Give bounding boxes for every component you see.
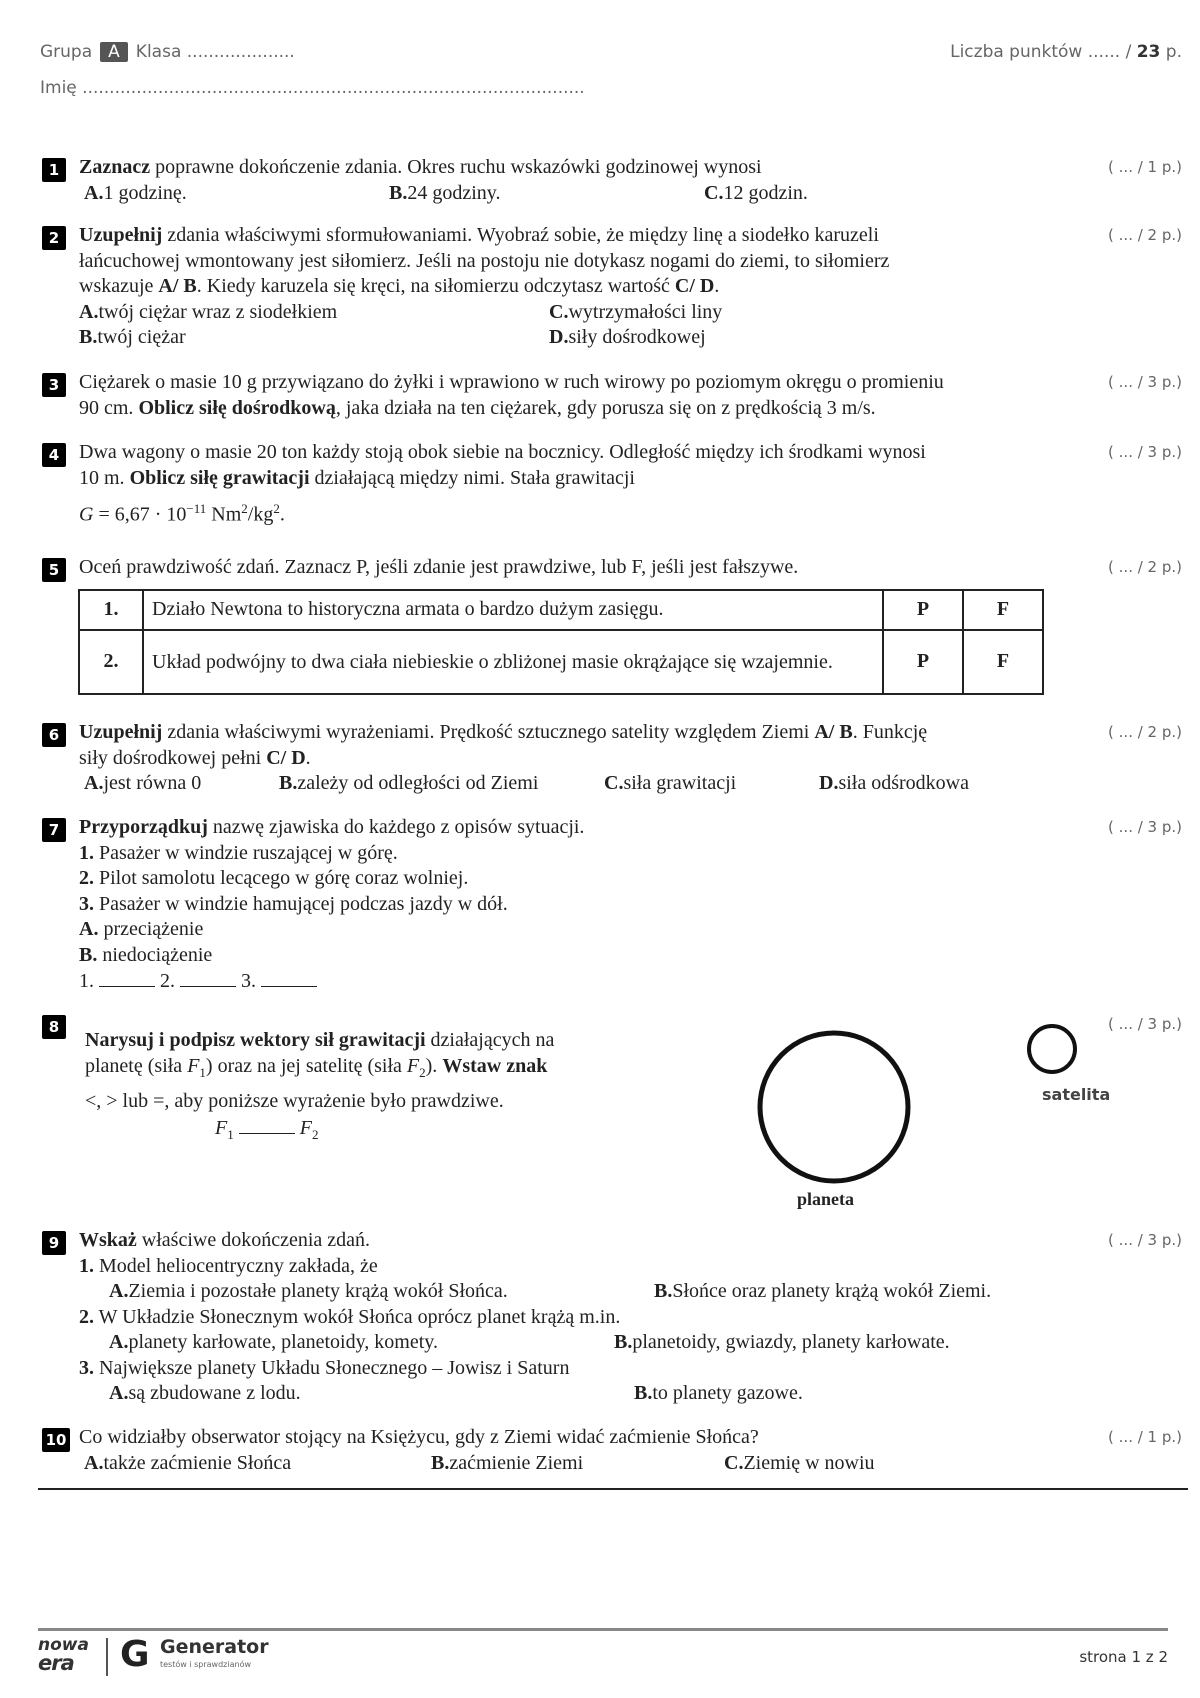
option-a[interactable]: A. także zaćmienie Słońca: [84, 1451, 292, 1474]
command-word: Oblicz siłę dośrodkową: [138, 396, 336, 419]
row-number: 1.: [79, 590, 143, 630]
question-text: .: [714, 275, 720, 297]
question-text: wskazuje: [79, 275, 159, 297]
formula: $G = 6,67 \cdot 10^{-11}$ $Nm^2/kg^2$.: [79, 501, 285, 526]
question-body: [79, 555, 1079, 581]
option-a[interactable]: A. Ziemia i pozostałe planety krążą wokół Słońca.: [109, 1280, 508, 1302]
question-body: [79, 815, 1079, 995]
question-text: Co widziałby obserwator stojący na Księżycu, gdy z Ziemi widać zaćmienie Słońca?: [79, 1426, 759, 1448]
comparison-expression: $F_1$ $F_2$: [215, 1116, 319, 1142]
footer: [38, 1636, 1168, 1686]
option-d[interactable]: D. siły dośrodkowej: [549, 326, 706, 348]
question-3: [42, 370, 1182, 422]
points-total: 23: [1136, 42, 1161, 62]
true-false-table: [78, 589, 1044, 695]
option-d[interactable]: D. siła odśrodkowa: [819, 772, 969, 794]
answer-blank-3[interactable]: [261, 968, 317, 987]
section-divider: [38, 1488, 1188, 1490]
question-number: 8: [42, 1015, 66, 1039]
question-2: [42, 223, 1182, 353]
question-text: zdania właściwymi sformułowaniami. Wyobraź sobie, że między linę a siodełko karuzeli: [162, 224, 879, 246]
option-c[interactable]: C. siła grawitacji: [604, 772, 737, 794]
question-number: 7: [42, 818, 66, 842]
question-1: [42, 155, 1182, 207]
statement: Działo Newtona to historyczna armata o bardzo dużym zasięgu.: [143, 590, 883, 630]
question-body: [79, 440, 1079, 528]
points-unit: p.: [1165, 42, 1182, 62]
option-a[interactable]: A. 1 godzinę.: [84, 181, 187, 204]
sentence-item: 1. Model heliocentryczny zakłada, że: [79, 1254, 378, 1277]
table-row: [79, 630, 1043, 694]
generator-subtitle: testów i sprawdzianów: [160, 1660, 251, 1669]
points-label: Liczba punktów ...... /: [950, 42, 1132, 62]
question-number: 6: [42, 723, 66, 747]
sentence-item: 2. W Układzie Słonecznym wokół Słońca oprócz planet krążą m.in.: [79, 1305, 621, 1328]
choice-cd: C/ D: [266, 746, 306, 769]
situation-item: 1. Pasażer w windzie ruszającej w górę.: [79, 841, 398, 864]
answer-blanks: 1. 2. 3.: [79, 968, 1079, 995]
question-text: 90 cm.: [79, 396, 139, 419]
answer-f[interactable]: F: [963, 590, 1043, 630]
question-text: siły dośrodkowej pełni: [79, 746, 267, 769]
option-a: A. przeciążenie: [79, 918, 204, 940]
option-b: B. niedociążenie: [79, 943, 213, 966]
planet-circle: [760, 1033, 908, 1181]
question-number: 10: [42, 1428, 70, 1452]
group-label: Grupa: [40, 42, 93, 62]
question-text: zdania właściwymi wyrażeniami. Prędkość sztucznego satelity względem Ziemi: [162, 721, 815, 743]
question-number: 9: [42, 1231, 66, 1255]
option-b[interactable]: B. zaćmienie Ziemi: [431, 1451, 584, 1474]
command-word: Oblicz siłę grawitacji: [129, 466, 310, 489]
question-text: Oceń prawdziwość zdań. Zaznacz P, jeśli zdanie jest prawdziwe, lub F, jeśli jest fałszywe.: [79, 556, 799, 578]
question-body: Narysuj i podpisz wektory sił grawitacji działających na planetę (siła $F_1$) oraz na jej satelitę (siła $F_2$). Wstaw znak <, > lub =, aby poniższe wyrażenie było prawdziwe. $F_1$ $F_2$: [85, 1028, 645, 1147]
question-text: . Funkcję: [852, 721, 928, 743]
answer-f[interactable]: F: [963, 630, 1043, 694]
question-points: ( ... / 1 p.): [1108, 158, 1182, 176]
name-field: Imię .............................................................................................: [40, 78, 585, 98]
option-a[interactable]: A. twój ciężar wraz z siodełkiem: [79, 300, 338, 323]
question-text: <, > lub =, aby poniższe wyrażenie było prawdziwe.: [85, 1090, 504, 1112]
class-label: Klasa ....................: [135, 42, 295, 62]
group-badge: A: [100, 42, 128, 62]
question-points: ( ... / 3 p.): [1108, 373, 1182, 391]
question-text: Dwa wagony o masie 20 ton każdy stoją obok siebie na bocznicy. Odległość między ich środkami wynosi: [79, 441, 926, 463]
question-points: ( ... / 1 p.): [1108, 1428, 1182, 1446]
planet-satellite-diagram[interactable]: [692, 1017, 1112, 1212]
question-text: .: [305, 746, 311, 769]
question-text: łańcuchowej wmontowany jest siłomierz. Jeśli na postoju nie dotykasz nogami do ziemi, to siłomierz: [79, 249, 890, 272]
option-b[interactable]: B. planetoidy, gwiazdy, planety karłowate.: [614, 1331, 950, 1353]
generator-title: Generator: [160, 1636, 269, 1658]
answer-p[interactable]: P: [883, 590, 963, 630]
answer-blank-1[interactable]: [99, 968, 155, 987]
question-body: [79, 223, 1079, 351]
question-text: . Kiedy karuzela się kręci, na siłomierzu odczytasz wartość: [196, 275, 675, 297]
command-word: Przyporządkuj: [79, 816, 208, 838]
question-text: poprawne dokończenie zdania. Okres ruchu wskazówki godzinowej wynosi: [150, 156, 762, 178]
question-text: właściwe dokończenia zdań.: [136, 1229, 371, 1251]
question-10: [42, 1425, 1182, 1477]
question-body: [79, 370, 1099, 421]
command-word: Uzupełnij: [79, 721, 163, 743]
option-c[interactable]: C. Ziemię w nowiu: [724, 1451, 875, 1474]
question-points: ( ... / 2 p.): [1108, 226, 1182, 244]
question-number: 2: [42, 226, 66, 250]
question-number: 1: [42, 158, 66, 182]
question-4: [42, 440, 1182, 530]
satellite-circle: [1029, 1026, 1075, 1072]
option-a[interactable]: A. planety karłowate, planetoidy, komety.: [109, 1331, 438, 1353]
satellite-label: satelita: [1042, 1085, 1111, 1104]
question-points: ( ... / 3 p.): [1108, 1231, 1182, 1249]
option-c[interactable]: C. 12 godzin.: [704, 181, 808, 204]
group-field: [40, 42, 295, 62]
question-8: [42, 1012, 1182, 1207]
option-b[interactable]: B. to planety gazowe.: [634, 1382, 803, 1404]
question-body: [79, 1425, 1079, 1476]
question-9: [42, 1228, 1182, 1408]
sentence-item: 3. Największe planety Układu Słonecznego – Jowisz i Saturn: [79, 1356, 570, 1379]
choice-ab: A/ B: [158, 275, 197, 297]
planet-label: planeta: [797, 1189, 855, 1209]
answer-p[interactable]: P: [883, 630, 963, 694]
question-points: ( ... / 3 p.): [1108, 1015, 1182, 1033]
question-text: nazwę zjawiska do każdego z opisów sytuacji.: [207, 816, 585, 838]
question-number: 3: [42, 373, 66, 397]
answer-blank-2[interactable]: [180, 968, 236, 987]
question-text: działających na: [425, 1029, 555, 1051]
question-text: 10 m.: [79, 466, 130, 489]
question-number: 4: [42, 443, 66, 467]
question-5: [42, 555, 1182, 705]
generator-g-logo: G: [120, 1634, 150, 1675]
option-b[interactable]: B. Słońce oraz planety krążą wokół Ziemi.: [654, 1280, 992, 1302]
situation-item: 2. Pilot samolotu lecącego w górę coraz wolniej.: [79, 867, 469, 889]
question-points: ( ... / 2 p.): [1108, 723, 1182, 741]
page-number: strona 1 z 2: [1079, 1648, 1168, 1666]
option-b[interactable]: B. 24 godziny.: [389, 181, 501, 204]
comparison-blank[interactable]: [239, 1115, 295, 1134]
command-word: Wstaw znak: [442, 1054, 548, 1077]
question-body: [79, 720, 1079, 797]
situation-item: 3. Pasażer w windzie hamującej podczas jazdy w dół.: [79, 892, 508, 915]
option-b[interactable]: B. zależy od odległości od Ziemi: [279, 772, 539, 794]
option-b[interactable]: B. twój ciężar: [79, 326, 186, 348]
command-word: Wskaż: [79, 1229, 137, 1251]
question-7: [42, 815, 1182, 1000]
command-word: Narysuj i podpisz wektory sił grawitacji: [85, 1029, 426, 1051]
option-a[interactable]: A. są zbudowane z lodu.: [109, 1382, 301, 1404]
logo-separator: [106, 1638, 108, 1676]
nowa-era-logo: nowa era: [38, 1635, 89, 1675]
question-text: , jaka działa na ten ciężarek, gdy porusza się on z prędkością 3 m/s.: [335, 396, 876, 419]
question-text: Ciężarek o masie 10 g przywiązano do żyłki i wprawiono w ruch wirowy po poziomym okręgu o promieniu: [79, 371, 944, 393]
question-body: [79, 1228, 1079, 1407]
statement: Układ podwójny to dwa ciała niebieskie o zbliżonej masie okrążające się wzajemnie.: [143, 630, 883, 694]
question-points: ( ... / 3 p.): [1108, 818, 1182, 836]
choice-ab: A/ B: [814, 721, 853, 743]
table-row: [79, 590, 1043, 630]
choice-cd: C/ D: [674, 275, 715, 297]
option-c[interactable]: C. wytrzymałości liny: [549, 300, 723, 323]
question-points: ( ... / 3 p.): [1108, 443, 1182, 461]
command-word: Zaznacz: [79, 156, 151, 178]
option-a[interactable]: A. jest równa 0: [84, 772, 202, 794]
row-number: 2.: [79, 630, 143, 694]
question-points: ( ... / 2 p.): [1108, 558, 1182, 576]
command-word: Uzupełnij: [79, 224, 163, 246]
question-number: 5: [42, 558, 66, 582]
points-summary: [950, 42, 1182, 62]
question-6: [42, 720, 1182, 800]
footer-divider: [38, 1628, 1168, 1631]
question-body: [79, 155, 1079, 206]
question-text: działającą między nimi. Stała grawitacji: [309, 466, 635, 489]
